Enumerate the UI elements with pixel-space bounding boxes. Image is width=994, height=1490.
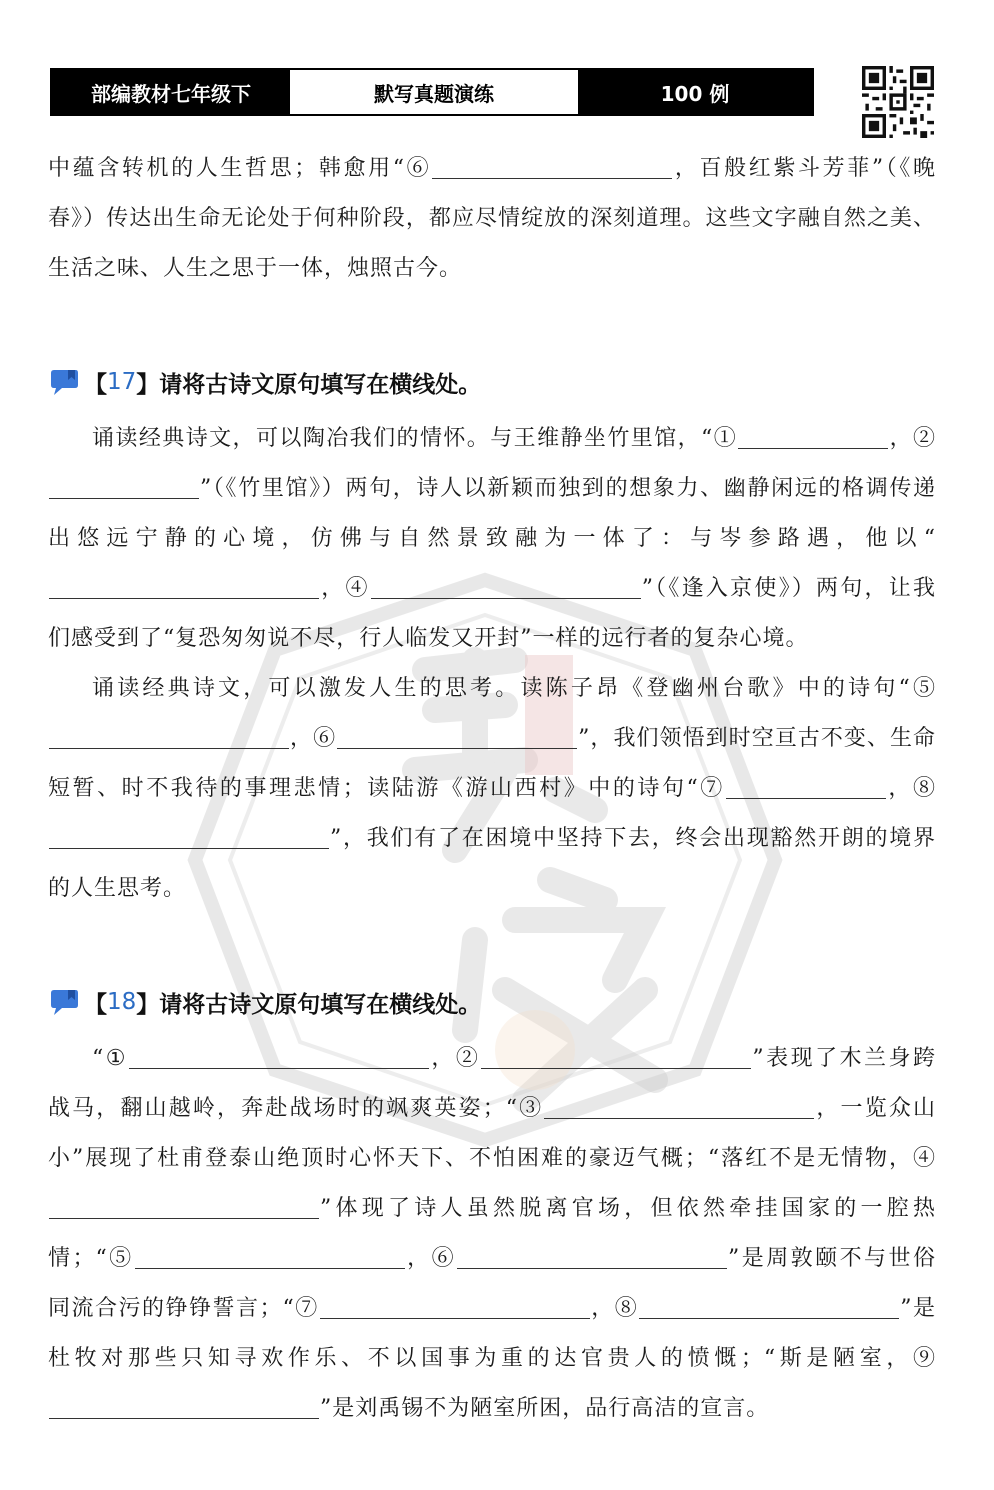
answer-blank[interactable] [639, 1296, 899, 1319]
answer-blank[interactable] [49, 576, 319, 599]
q17-paragraph-1 [48, 414, 936, 664]
intro-text-2: ，百般红紫斗芳菲”（《晚春》）传达出生命无论处于何种阶段，都应尽情绽放的深刻道理。这些文字融自然之美、生活之味、人生之思于一体，烛照古今。 [48, 156, 936, 281]
q17-p1-text-5: ”（《逢入京使》）两句，让我们感受到了“复恐匆匆说不尽，行人临发又开封”一样的远行者的复杂心境。 [48, 576, 936, 651]
q18-text-9: ”是杜牧对那些只知寻欢作乐、不以国事为重的达官贵人的愤慨；“斯是陋室，⑨ [48, 1296, 936, 1371]
q18-text-3: ”表现了木兰身跨战马，翻山越岭，奔赴战场时的飒爽英姿；“③ [48, 1046, 936, 1121]
question-bracket-close: 】 [136, 991, 160, 1018]
answer-blank[interactable] [337, 726, 577, 749]
answer-blank[interactable] [135, 1246, 405, 1269]
header-count: 100 例 [578, 70, 812, 114]
qr-code-icon [862, 66, 934, 138]
answer-blank[interactable] [726, 776, 886, 799]
q18-paragraph-1 [48, 1034, 936, 1434]
answer-blank[interactable] [49, 1196, 319, 1219]
question-18-heading [48, 982, 481, 1022]
q18-text-8: ，⑧ [590, 1296, 639, 1321]
q17-p1-text-1: 诵读经典诗文，可以陶冶我们的情怀。与王维静坐竹里馆，“① [92, 426, 738, 451]
question-bracket-open: 【 [84, 991, 107, 1018]
question-number: 18 [107, 989, 137, 1015]
answer-blank[interactable] [49, 726, 289, 749]
question-title: 请将古诗文原句填写在横线处。 [159, 371, 482, 398]
bookmark-speech-icon [48, 987, 80, 1017]
q17-p2-text-3: ”，我们领悟到时空亘古不变、生命短暂、时不我待的事理悲情；读陆游《游山西村》中的诗句“⑦ [48, 726, 936, 801]
header-bar [50, 68, 814, 116]
q18-text-2: ，② [429, 1046, 481, 1071]
answer-blank[interactable] [49, 826, 329, 849]
intro-paragraph [48, 144, 936, 294]
header-grade: 部编教材七年级下 [52, 70, 290, 114]
q17-p2-text-4: ，⑧ [886, 776, 936, 801]
q17-p2-text-2: ，⑥ [290, 726, 337, 751]
answer-blank[interactable] [49, 1396, 319, 1419]
answer-blank[interactable] [457, 1246, 727, 1269]
intro-text-1: 中蕴含转机的人生哲思；韩愈用“⑥ [48, 156, 432, 181]
answer-blank[interactable] [320, 1296, 590, 1319]
q17-paragraph-2 [48, 664, 936, 914]
q18-text-7: ”是周敦颐不与世俗同流合污的铮铮誓言；“⑦ [48, 1246, 936, 1321]
q18-text-4: ，一览众山小”展现了杜甫登泰山绝顶时心怀天下、不怕困难的豪迈气概；“落红不是无情物，④ [48, 1096, 936, 1171]
answer-blank[interactable] [432, 156, 672, 179]
question-17-heading [48, 362, 481, 402]
q18-text-6: ，⑥ [405, 1246, 457, 1271]
answer-blank[interactable] [129, 1046, 429, 1069]
q18-text-5: ”体现了诗人虽然脱离官场，但依然牵挂国家的一腔热情；“⑤ [48, 1196, 936, 1271]
bookmark-speech-icon [48, 367, 80, 397]
question-title: 请将古诗文原句填写在横线处。 [159, 991, 482, 1018]
q17-p1-text-2: ，② [889, 426, 936, 451]
answer-blank[interactable] [481, 1046, 751, 1069]
question-bracket-open: 【 [84, 371, 107, 398]
answer-blank[interactable] [49, 476, 199, 499]
question-number: 17 [107, 369, 137, 395]
question-bracket-close: 】 [136, 371, 160, 398]
header-title: 默写真题演练 [290, 70, 578, 114]
answer-blank[interactable] [544, 1096, 814, 1119]
answer-blank[interactable] [371, 576, 641, 599]
q18-text-10: ”是刘禹锡不为陋室所困，品行高洁的宣言。 [320, 1396, 770, 1421]
q17-p1-text-3: ”（《竹里馆》）两句，诗人以新颖而独到的想象力、幽静闲远的格调传递出悠远宁静的心境，仿佛与自然景致融为一体了：与岑参路遇，他以“ [48, 476, 936, 551]
q17-p2-text-1: 诵读经典诗文，可以激发人生的思考。读陈子昂《登幽州台歌》中的诗句“⑤ [92, 676, 936, 701]
q18-text-1: “① [92, 1046, 128, 1071]
q17-p1-text-4: ，④ [320, 576, 370, 601]
q17-p2-text-5: ”，我们有了在困境中坚持下去，终会出现豁然开朗的境界的人生思考。 [48, 826, 936, 901]
answer-blank[interactable] [738, 426, 888, 449]
